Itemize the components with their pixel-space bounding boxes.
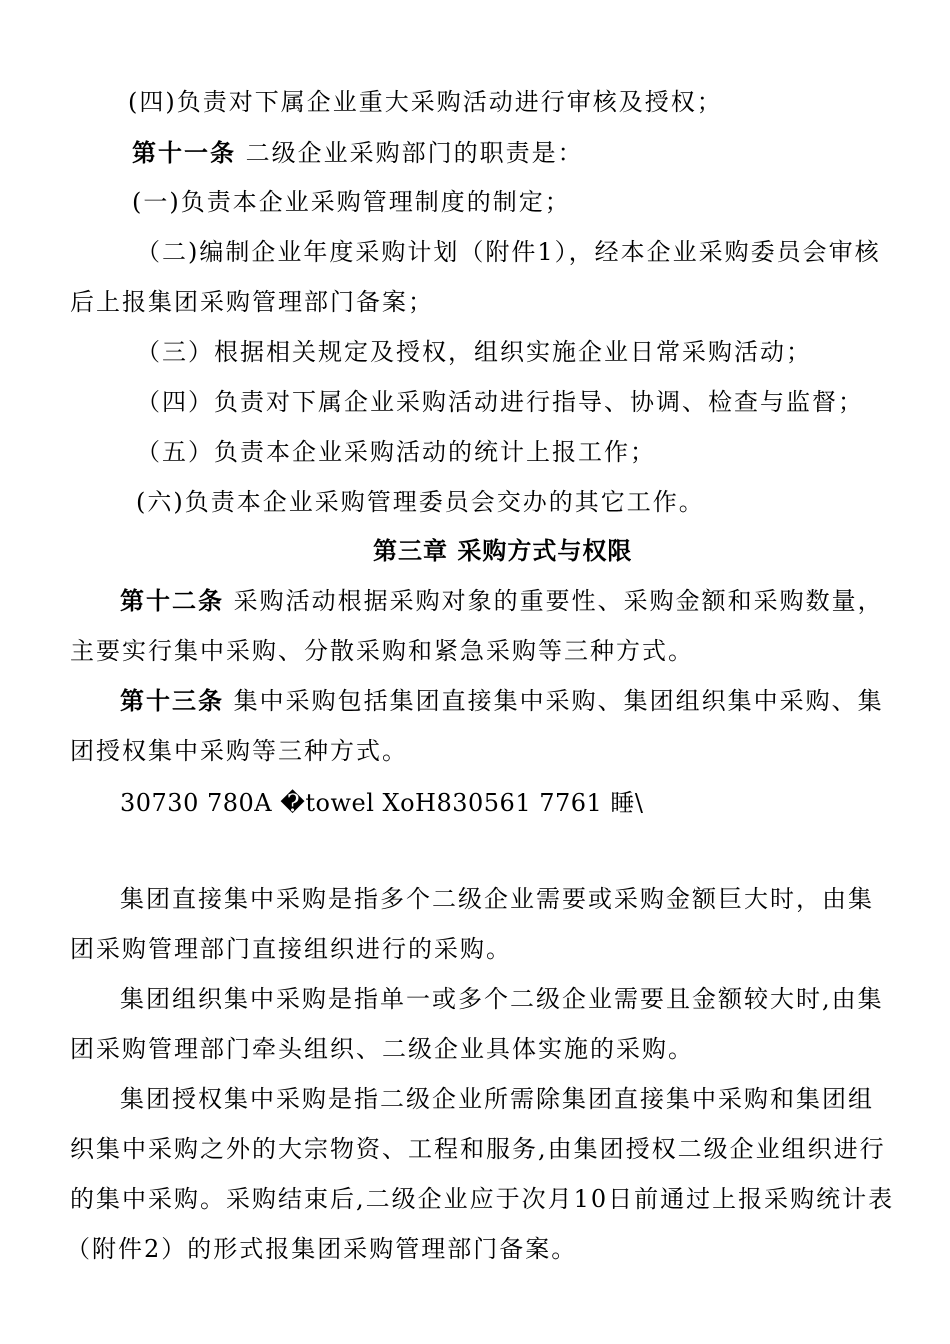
article-13-line (120, 687, 884, 715)
paragraph-line: 主要实行集中采购、分散采购和紧急采购等三种方式。 (70, 637, 694, 665)
paragraph-line: 集团组织集中采购是指单一或多个二级企业需要且金额较大时,由集 (120, 985, 884, 1013)
article-13-text: 集中采购包括集团直接集中采购、集团组织集中采购、集 (224, 687, 884, 715)
paragraph-line: （附件2）的形式报集团采购管理部门备案。 (66, 1235, 578, 1263)
article-12-line (120, 587, 884, 615)
paragraph-line: （三）根据相关规定及授权，组织实施企业日常采购活动； (136, 338, 812, 366)
paragraph-line: 织集中采购之外的大宗物资、工程和服务,由集团授权二级企业组织进行 (70, 1135, 886, 1163)
article-11-line (132, 139, 584, 167)
paragraph-line: （四）负责对下属企业采购活动进行指导、协调、检查与监督； (136, 388, 864, 416)
paragraph-line: (一)负责本企业采购管理制度的制定； (132, 188, 571, 216)
paragraph-line: 团授权集中采购等三种方式。 (70, 737, 408, 765)
paragraph-line: (四)负责对下属企业重大采购活动进行审核及授权； (128, 88, 723, 116)
paragraph-line: （五）负责本企业采购活动的统计上报工作； (136, 438, 656, 466)
paragraph-line: 团采购管理部门直接组织进行的采购。 (70, 935, 512, 963)
chapter-title: 第三章 采购方式与权限 (373, 536, 633, 565)
paragraph-line: (六)负责本企业采购管理委员会交办的其它工作。 (136, 488, 705, 516)
paragraph-line: 后上报集团采购管理部门备案； (70, 288, 434, 316)
paragraph-line: 集团授权集中采购是指二级企业所需除集团直接集中采购和集团组 (120, 1085, 874, 1113)
article-11-label: 第十一条 (132, 138, 236, 167)
paragraph-line: 团采购管理部门牵头组织、二级企业具体实施的采购。 (70, 1035, 694, 1063)
article-13-label: 第十三条 (120, 686, 224, 715)
paragraph-line: 集团直接集中采购是指多个二级企业需要或采购金额巨大时，由集 (120, 885, 874, 913)
article-11-text: 二级企业采购部门的职责是： (236, 139, 584, 167)
article-12-label: 第十二条 (120, 586, 224, 615)
garbled-code-line: 30730 780A �towel XoH830561 7761 睡\ (120, 789, 644, 817)
article-12-text: 采购活动根据采购对象的重要性、采购金额和采购数量， (224, 587, 884, 615)
paragraph-line: （二)编制企业年度采购计划（附件1），经本企业采购委员会审核 (136, 238, 881, 266)
paragraph-line: 的集中采购。采购结束后,二级企业应于次月10日前通过上报采购统计表 (70, 1185, 895, 1213)
